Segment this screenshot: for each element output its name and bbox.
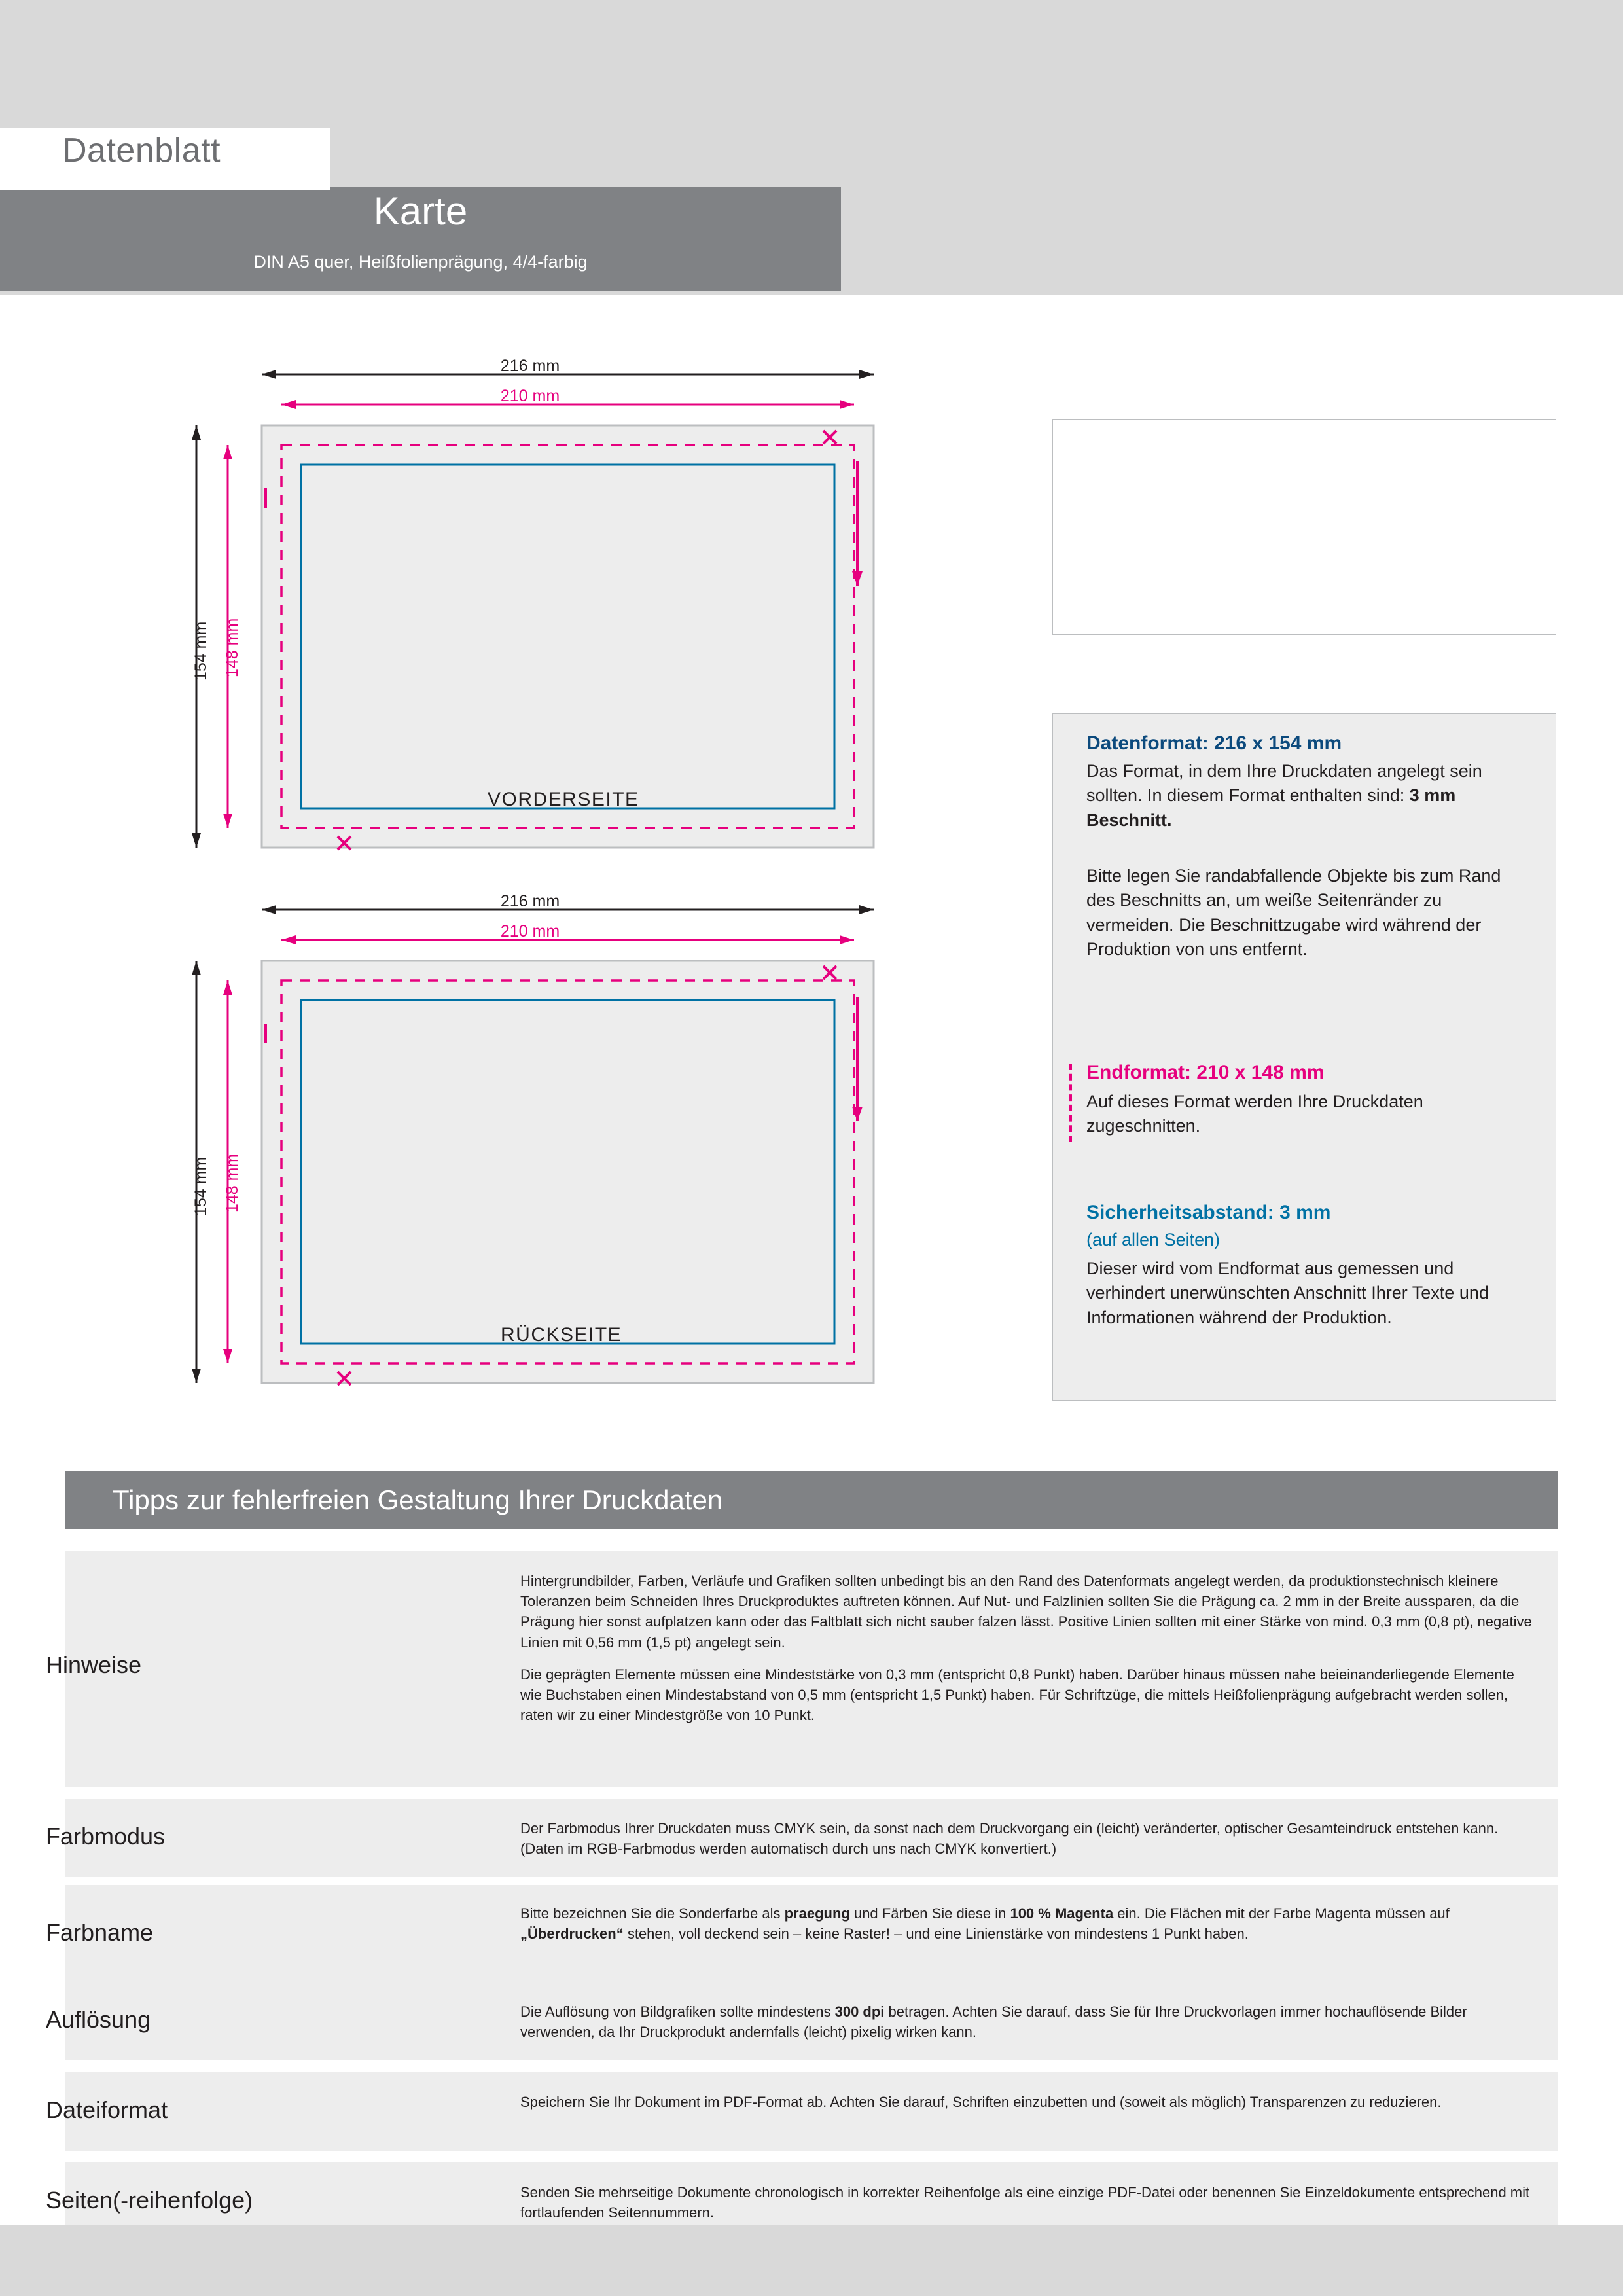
tip-label-seitenreihenfolge: Seiten(-reihenfolge) (46, 2187, 253, 2214)
front-height-outer-label: 154 mm (192, 621, 210, 681)
front-height-inner-label: 148 mm (223, 618, 241, 677)
tip-label-farbname: Farbname (46, 1919, 154, 1946)
front-page-label: VORDERSEITE (488, 789, 639, 810)
endformat-heading: Endformat: 210 x 148 mm (1086, 1062, 1325, 1083)
tip-label-aufloesung: Auflösung (46, 2006, 151, 2033)
tip-label-dateiformat: Dateiformat (46, 2096, 168, 2123)
sicherheitsabstand-text: Dieser wird vom Endformat aus gemessen und verhindert unerwünschten Anschnitt Ihrer Texte und Informationen während der Produktion. (1086, 1259, 1489, 1327)
tip-paragraph: Der Farbmodus Ihrer Druckdaten muss CMYK sein, da sonst nach dem Druckvorgang ein (leicht) veränderter, optischer Gesamteindruck entstehen kann. (Daten im RGB-Farbmodus werden automatisch durch uns nach CMYK konvertiert.) (520, 1820, 1499, 1857)
tip-paragraph: Bitte bezeichnen Sie die Sonderfarbe als praegung und Färben Sie diese in 100 % Magenta ein. Die Flächen mit der Farbe Magenta müssen auf „Überdrucken“ stehen, voll deckend sein – keine Raster! – und eine Linienstärke von mindestens 1 Punkt haben. (520, 1905, 1450, 1943)
front-width-outer-label: 216 mm (500, 357, 560, 375)
tip-label-farbmodus: Farbmodus (46, 1823, 166, 1850)
datenformat-text-2: Bitte legen Sie randabfallende Objekte bis zum Rand des Beschnitts an, um weiße Seitenränder zu vermeiden. Die Beschnittzugabe wird während der Produktion von uns entfernt. (1086, 866, 1501, 959)
tip-body-hinweise (520, 1571, 1538, 1726)
tip-label-hinweise: Hinweise (46, 1651, 142, 1678)
tip-paragraph: Die Auflösung von Bildgrafiken sollte mindestens 300 dpi betragen. Achten Sie darauf, dass Sie für Ihre Druckvorlagen immer hochauflösende Bilder verwenden, da Ihr Druckprodukt andernfalls (leicht) pixelig wirken kann. (520, 2003, 1467, 2041)
tip-paragraph: Senden Sie mehrseitige Dokumente chronologisch in korrekter Reihenfolge als eine einzige PDF-Datei oder benennen Sie Einzeldokumente entsprechend mit fortlaufenden Seitennummern. (520, 2184, 1530, 2221)
header-tab-label: Datenblatt (62, 132, 221, 170)
tip-body-aufloesung (520, 2001, 1538, 2042)
endformat-dashed-marker (1069, 1064, 1075, 1142)
tips-header-bar (65, 1471, 1558, 1529)
datenformat-text-1-bold: 3 mm Beschnitt. (1086, 785, 1456, 830)
page-title: Karte (373, 189, 468, 233)
front-width-inner-label: 210 mm (500, 387, 560, 405)
back-height-inner-label: 148 mm (223, 1153, 241, 1213)
datenformat-heading: Datenformat: 216 x 154 mm (1086, 732, 1342, 754)
tip-body-farbname (520, 1903, 1538, 1944)
back-width-outer-label: 216 mm (500, 892, 560, 910)
sicherheitsabstand-heading: Sicherheitsabstand: 3 mm (1086, 1202, 1331, 1223)
tip-body-seitenreihenfolge (520, 2182, 1538, 2223)
format-preview-box (1052, 419, 1556, 635)
datenformat-text-1-body: Das Format, in dem Ihre Druckdaten angelegt sein sollten. In diesem Format enthalten sind: (1086, 761, 1482, 806)
footer-band (0, 2225, 1623, 2296)
tip-paragraph: Hintergrundbilder, Farben, Verläufe und Grafiken sollten unbedingt bis an den Rand des Datenformats angelegt werden, da produktionstechnisch kleinere Toleranzen beim Schneiden Ihres Druckproduktes auftreten können. Auf Nut- und Falzlinien sollten Sie die Prägung ca. 2 mm in der Breite aussparen, da die Prägung hier sonst aufplatzen kann oder das Faltblatt sich nicht sauber falzen lässt. Positive Linien sollten mit einer Stärke von mind. 0,3 mm (0,8 pt), negative Linien mit 0,56 mm (1,5 pt) angelegt sein. (520, 1573, 1532, 1651)
tip-body-dateiformat (520, 2092, 1538, 2112)
back-page-label: RÜCKSEITE (501, 1324, 622, 1346)
back-width-inner-label: 210 mm (500, 922, 560, 941)
back-height-outer-label: 154 mm (192, 1157, 210, 1216)
tip-paragraph: Speichern Sie Ihr Dokument im PDF-Format ab. Achten Sie darauf, Schriften einzubetten und (soweit als möglich) Transparenzen zu reduzieren. (520, 2094, 1442, 2110)
endformat-text: Auf dieses Format werden Ihre Druckdaten zugeschnitten. (1086, 1092, 1423, 1136)
datenformat-text-1 (1086, 759, 1525, 833)
page-subtitle: DIN A5 quer, Heißfolienprägung, 4/4-farbig (253, 252, 588, 272)
sicherheitsabstand-subheading: (auf allen Seiten) (1086, 1230, 1221, 1249)
tips-heading: Tipps zur fehlerfreien Gestaltung Ihrer Druckdaten (113, 1484, 723, 1515)
tip-body-farbmodus (520, 1818, 1538, 1859)
tip-paragraph: Die geprägten Elemente müssen eine Mindeststärke von 0,3 mm (entspricht 0,8 Punkt) haben. Darüber hinaus müssen nahe beieinanderliegende Elemente wie Buchstaben einen Mindestabstand von 0,5 mm (entspricht 1,5 Punkt) haben. Für Schriftzüge, die mittels Heißfolienprägung aufgebracht werden sollen, raten wir zu einer Mindestgröße von 10 Punkt. (520, 1666, 1514, 1724)
